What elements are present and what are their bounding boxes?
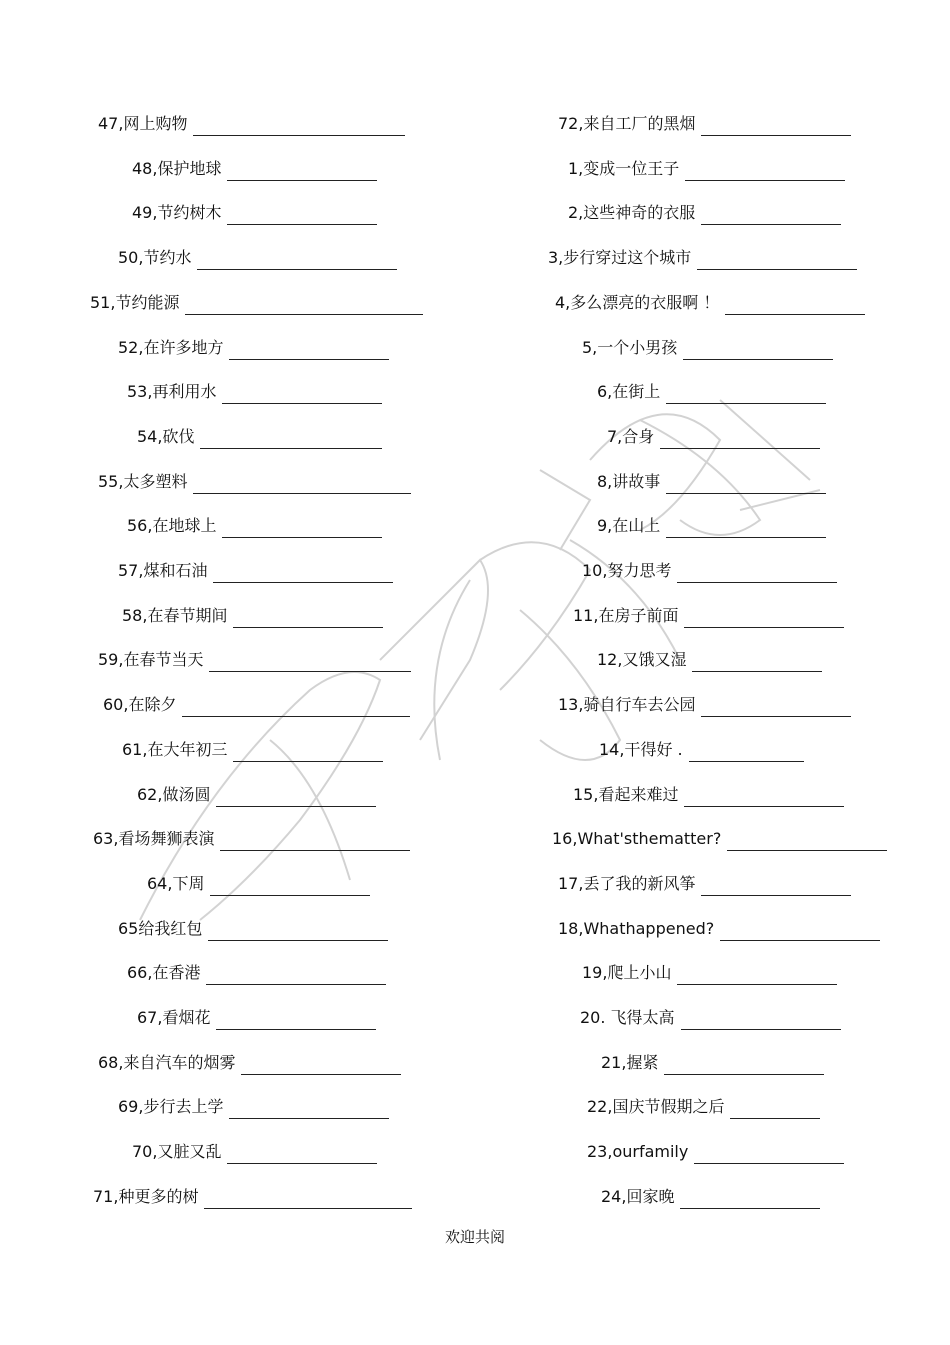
left-item-label: 62,做汤圆 [137, 784, 211, 804]
answer-blank[interactable] [197, 253, 397, 270]
left-item-label: 63,看场舞狮表演 [93, 829, 215, 849]
left-item-label: 59,在春节当天 [98, 650, 204, 670]
answer-blank[interactable] [182, 700, 410, 717]
right-item [587, 1132, 844, 1164]
right-item [597, 372, 826, 404]
left-item-label: 61,在大年初三 [122, 739, 228, 759]
answer-blank[interactable] [666, 521, 826, 538]
left-item [137, 998, 376, 1030]
page-footer: 欢迎共阅 [444, 1228, 505, 1246]
left-item-label: 55,太多塑料 [98, 471, 188, 491]
answer-blank[interactable] [701, 208, 841, 225]
answer-blank[interactable] [209, 655, 411, 672]
answer-blank[interactable] [692, 655, 822, 672]
right-item [568, 193, 841, 225]
left-item-label: 56,在地球上 [127, 516, 217, 536]
left-item-label: 49,节约树木 [132, 203, 222, 223]
right-item [597, 506, 826, 538]
left-item [118, 238, 397, 270]
left-item [118, 328, 389, 360]
right-item [597, 462, 826, 494]
left-item [132, 1132, 377, 1164]
right-item [558, 864, 851, 896]
right-item-label: 15,看起来难过 [573, 784, 679, 804]
answer-blank[interactable] [229, 343, 389, 360]
answer-blank[interactable] [677, 566, 837, 583]
answer-blank[interactable] [725, 298, 865, 315]
answer-blank[interactable] [227, 1147, 377, 1164]
right-item-label: 23,ourfamily [587, 1142, 689, 1162]
answer-blank[interactable] [680, 1192, 820, 1209]
left-item-label: 65给我红包 [118, 918, 203, 938]
answer-blank[interactable] [666, 477, 826, 494]
answer-blank[interactable] [216, 1013, 376, 1030]
right-item-label: 2,这些神奇的衣服 [568, 203, 696, 223]
answer-blank[interactable] [730, 1102, 820, 1119]
answer-blank[interactable] [213, 566, 393, 583]
left-item-label: 47,网上购物 [98, 114, 188, 133]
answer-blank[interactable] [193, 477, 411, 494]
right-item-label: 20. 飞得太高 [580, 1008, 675, 1027]
left-item-label: 57,煤和石油 [118, 561, 208, 580]
left-item [98, 104, 405, 136]
left-item [127, 372, 382, 404]
right-item-label: 4,多么漂亮的衣服啊 ！ [555, 292, 720, 312]
right-item [558, 104, 851, 136]
answer-blank[interactable] [241, 1058, 401, 1075]
right-item [548, 238, 857, 270]
answer-blank[interactable] [701, 879, 851, 896]
left-item [93, 819, 410, 851]
left-item [90, 283, 423, 315]
right-item-label: 19,爬上小山 [582, 963, 672, 983]
right-item-label: 14,干得好 . [599, 739, 683, 759]
right-item [573, 775, 844, 807]
right-item-label: 1,变成一位王子 [568, 158, 680, 178]
left-item-label: 66,在香港 [127, 963, 201, 983]
right-item-label: 13,骑自行车去公园 [558, 695, 696, 715]
answer-blank[interactable] [685, 164, 845, 181]
left-item [137, 417, 382, 449]
right-item [582, 953, 837, 985]
right-item [587, 1087, 820, 1119]
left-item [137, 775, 376, 807]
left-item-label: 71,种更多的树 [93, 1186, 199, 1206]
right-item-label: 16,What'sthematter? [552, 829, 722, 849]
right-item [601, 1177, 820, 1209]
left-item-label: 52,在许多地方 [118, 337, 224, 357]
answer-blank[interactable] [683, 343, 833, 360]
answer-blank[interactable] [208, 924, 388, 941]
left-item [122, 730, 383, 762]
right-item [555, 283, 865, 315]
answer-blank[interactable] [720, 924, 880, 941]
answer-blank[interactable] [684, 611, 844, 628]
answer-blank[interactable] [660, 432, 820, 449]
right-item-label: 24,回家晚 [601, 1186, 675, 1206]
left-item [122, 596, 383, 628]
left-item [118, 1087, 389, 1119]
left-item [127, 506, 382, 538]
left-item-label: 69,步行去上学 [118, 1097, 224, 1117]
left-item-label: 58,在春节期间 [122, 605, 228, 625]
answer-blank[interactable] [210, 879, 370, 896]
answer-blank[interactable] [233, 745, 383, 762]
answer-blank[interactable] [677, 968, 837, 985]
left-item [147, 864, 370, 896]
answer-blank[interactable] [681, 1013, 841, 1030]
left-item [98, 640, 411, 672]
answer-blank[interactable] [204, 1192, 412, 1209]
answer-blank[interactable] [227, 164, 377, 181]
left-item-label: 53,再利用水 [127, 382, 217, 402]
answer-blank[interactable] [227, 208, 377, 225]
left-item-label: 68,来自汽车的烟雾 [98, 1052, 236, 1072]
left-item-label: 54,砍伐 [137, 426, 195, 446]
right-item-label: 9,在山上 [597, 516, 661, 536]
right-item [582, 328, 833, 360]
answer-blank[interactable] [216, 790, 376, 807]
right-item-label: 17,丢了我的新风筝 [558, 873, 696, 893]
answer-blank[interactable] [220, 834, 410, 851]
right-item [558, 909, 880, 941]
left-item-label: 51,节约能源 [90, 292, 180, 312]
right-item [597, 640, 822, 672]
left-item [118, 551, 393, 583]
answer-blank[interactable] [697, 253, 857, 270]
left-item-label: 50,节约水 [118, 248, 192, 268]
right-item-label: 3,步行穿过这个城市 [548, 248, 692, 268]
left-item [132, 149, 377, 181]
left-item [93, 1177, 412, 1209]
right-item-label: 18,Whathappened? [558, 918, 715, 938]
answer-blank[interactable] [694, 1147, 844, 1164]
answer-blank[interactable] [222, 521, 382, 538]
left-item [127, 953, 386, 985]
right-item [568, 149, 845, 181]
answer-blank[interactable] [206, 968, 386, 985]
right-item-label: 10,努力思考 [582, 561, 672, 580]
right-item [599, 730, 804, 762]
left-item [132, 193, 377, 225]
answer-blank[interactable] [727, 834, 887, 851]
answer-blank[interactable] [222, 387, 382, 404]
right-item-label: 8,讲故事 [597, 471, 661, 491]
right-item [558, 685, 851, 717]
left-item-label: 60,在除夕 [103, 695, 177, 715]
answer-blank[interactable] [666, 387, 826, 404]
answer-blank[interactable] [689, 745, 804, 762]
left-item [103, 685, 410, 717]
left-item [98, 1043, 401, 1075]
right-item [552, 819, 887, 851]
right-item [601, 1043, 824, 1075]
right-item [573, 596, 844, 628]
answer-blank[interactable] [193, 119, 405, 136]
right-item-label: 11,在房子前面 [573, 605, 679, 625]
left-item [118, 909, 388, 941]
answer-blank[interactable] [200, 432, 382, 449]
right-item-label: 6,在街上 [597, 382, 661, 402]
right-item-label: 21,握紧 [601, 1052, 659, 1072]
answer-blank[interactable] [664, 1058, 824, 1075]
answer-blank[interactable] [233, 611, 383, 628]
answer-blank[interactable] [185, 298, 423, 315]
right-item [582, 551, 837, 583]
answer-blank[interactable] [701, 700, 851, 717]
right-item-label: 12,又饿又湿 [597, 650, 687, 670]
answer-blank[interactable] [229, 1102, 389, 1119]
right-item-label: 22,国庆节假期之后 [587, 1097, 725, 1117]
answer-blank[interactable] [701, 119, 851, 136]
left-item-label: 70,又脏又乱 [132, 1142, 222, 1162]
left-item [98, 462, 411, 494]
right-item [580, 998, 841, 1030]
left-item-label: 48,保护地球 [132, 158, 222, 178]
right-item-label: 7,合身 [607, 426, 655, 446]
answer-blank[interactable] [684, 790, 844, 807]
left-item-label: 64,下周 [147, 873, 205, 893]
right-item-label: 5,一个小男孩 [582, 337, 678, 357]
right-item-label: 72,来自工厂的黑烟 [558, 114, 696, 133]
left-item-label: 67,看烟花 [137, 1008, 211, 1027]
right-item [607, 417, 820, 449]
